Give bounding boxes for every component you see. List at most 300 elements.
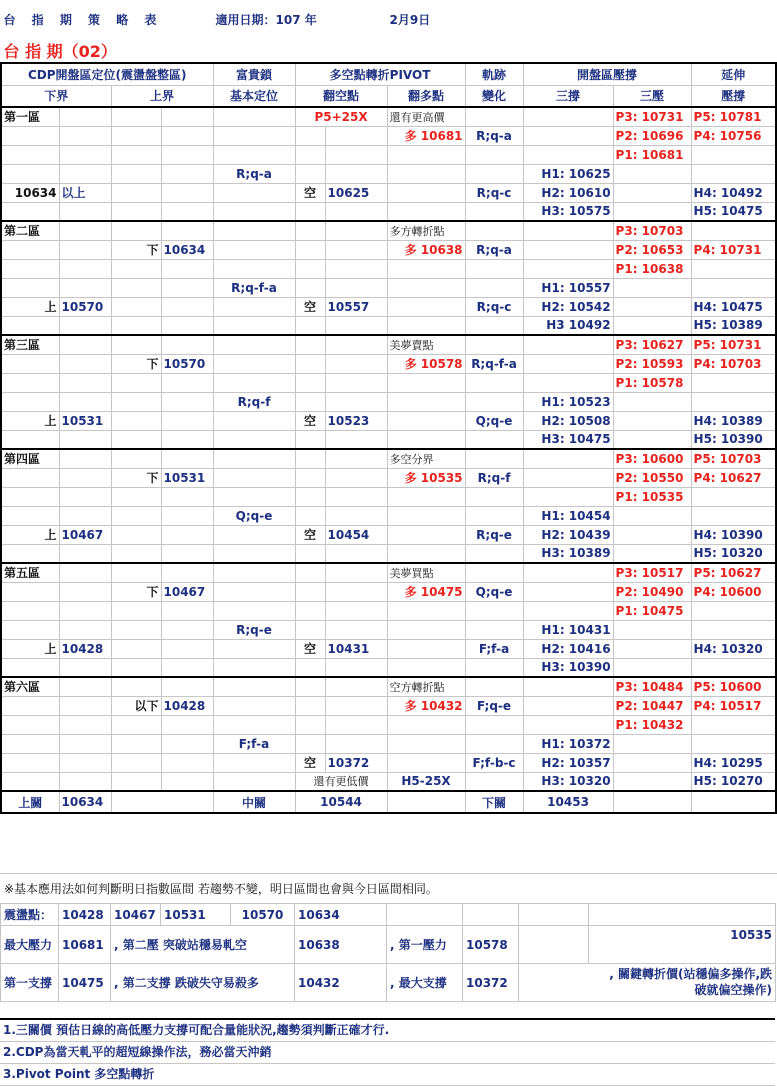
cell — [295, 449, 325, 468]
zone-extend: P4: 10703 — [691, 354, 776, 373]
zone-name: 第六區 — [1, 677, 59, 696]
cell — [387, 392, 465, 411]
cell — [295, 259, 325, 278]
cell — [295, 373, 325, 392]
zone-resist: P2: 10550 — [613, 468, 691, 487]
cell — [295, 354, 325, 373]
cell — [111, 259, 161, 278]
zone-position — [213, 240, 295, 259]
zone-row — [1, 107, 776, 126]
zone-row — [1, 449, 776, 468]
zone-support: H3: 10475 — [523, 430, 613, 449]
zone-support — [523, 107, 613, 126]
cell — [295, 468, 325, 487]
cell — [387, 411, 465, 430]
zone-support: H2: 10357 — [523, 753, 613, 772]
cell — [1, 658, 59, 677]
col-cdp: CDP開盤區定位(震盪盤整區) — [1, 63, 213, 85]
cell — [59, 677, 111, 696]
zone-track: R;q-a — [465, 240, 523, 259]
col-flip-long: 翻多點 — [387, 85, 465, 107]
zone-support: H2: 10416 — [523, 639, 613, 658]
cell — [111, 544, 161, 563]
zone-low-value: 10531 — [59, 411, 111, 430]
zone-resist: P1: 10535 — [613, 487, 691, 506]
zone-support: H1: 10523 — [523, 392, 613, 411]
cell — [111, 297, 161, 316]
zone-extend — [691, 620, 776, 639]
zone-minus-label: H5-25X — [387, 772, 465, 791]
zone-low-prefix: 上 — [1, 411, 59, 430]
cell — [59, 335, 111, 354]
second-press-value: 10638 — [295, 926, 387, 964]
zone-support — [523, 715, 613, 734]
cell — [161, 297, 213, 316]
first-press-label: , 第一壓力 — [387, 926, 463, 964]
cell — [111, 449, 161, 468]
zone-high-value — [161, 126, 213, 145]
zone-resist — [613, 316, 691, 335]
cell — [59, 658, 111, 677]
zone-low-prefix — [1, 753, 59, 772]
zone-support — [523, 677, 613, 696]
cell — [325, 335, 387, 354]
cell — [161, 202, 213, 221]
zone-support: H3: 10575 — [523, 202, 613, 221]
cell — [161, 449, 213, 468]
zone-position: F;f-a — [213, 734, 295, 753]
cell — [111, 430, 161, 449]
cell — [325, 734, 387, 753]
cell — [325, 202, 387, 221]
col-upper: 上界 — [111, 85, 213, 107]
zone-track — [465, 544, 523, 563]
cell — [1, 259, 59, 278]
cell — [325, 430, 387, 449]
cell — [387, 506, 465, 525]
zone-high-prefix: 下 — [111, 354, 161, 373]
zone-track — [465, 506, 523, 525]
max-press-value: 10681 — [59, 926, 111, 964]
zone-row — [1, 620, 776, 639]
zone-position — [213, 297, 295, 316]
zone-track: F;q-e — [465, 696, 523, 715]
zone-low-prefix: 上 — [1, 297, 59, 316]
cell — [325, 582, 387, 601]
cell — [295, 658, 325, 677]
summary-section — [0, 873, 777, 1086]
cell — [111, 373, 161, 392]
cell — [111, 145, 161, 164]
zone-support: H1: 10625 — [523, 164, 613, 183]
zone-low-value: 以上 — [59, 183, 111, 202]
zone-resist — [613, 430, 691, 449]
zone-long — [387, 696, 465, 715]
col-lock: 富貴鎖 — [213, 63, 295, 85]
cell — [111, 506, 161, 525]
cell — [111, 183, 161, 202]
cell — [295, 563, 325, 582]
zone-row — [1, 297, 776, 316]
zone-note: 美夢買點 — [387, 563, 465, 582]
cell — [161, 658, 213, 677]
cell — [325, 354, 387, 373]
zone-extend — [691, 259, 776, 278]
zone-extend — [691, 715, 776, 734]
zone-support — [523, 601, 613, 620]
cell — [295, 221, 325, 240]
zone-long-value: 10475 — [420, 585, 463, 599]
cell — [161, 373, 213, 392]
zone-extend: P5: 10731 — [691, 335, 776, 354]
cell — [387, 202, 465, 221]
zone-position — [213, 582, 295, 601]
zone-resist — [613, 392, 691, 411]
zone-extend: H5: 10390 — [691, 430, 776, 449]
cell — [161, 392, 213, 411]
cell — [295, 430, 325, 449]
footnote-3: 3.Pivot Point 多空點轉折 — [0, 1064, 775, 1086]
cell — [387, 430, 465, 449]
cell — [59, 392, 111, 411]
zone-long — [387, 126, 465, 145]
zone-track — [465, 392, 523, 411]
cell — [387, 639, 465, 658]
cell — [1, 601, 59, 620]
footnote-1: 1.三關價 預估日線的高低壓力支撐可配合量能狀況,趨勢須判斷正確才行. — [0, 1020, 775, 1042]
zone-track: Q;q-e — [465, 411, 523, 430]
cell — [59, 221, 111, 240]
zone-support: H2: 10610 — [523, 183, 613, 202]
zone-row — [1, 772, 776, 791]
zone-note: 空方轉折點 — [387, 677, 465, 696]
cell — [325, 696, 387, 715]
max-support-value: 10372 — [463, 964, 519, 1002]
cell — [325, 164, 387, 183]
zone-position — [213, 183, 295, 202]
sheet-title: 台 指 期 策 略 表 — [1, 1, 213, 39]
zone-row — [1, 753, 776, 772]
second-support-value: 10432 — [295, 964, 387, 1002]
cell — [325, 278, 387, 297]
cell — [59, 563, 111, 582]
zone-short-value: 10454 — [325, 525, 387, 544]
zone-name: 第五區 — [1, 563, 59, 582]
zone-high-value: 10531 — [161, 468, 213, 487]
zone-resist: P1: 10638 — [613, 259, 691, 278]
cell — [111, 639, 161, 658]
cell — [325, 487, 387, 506]
zone-high-prefix: 下 — [111, 582, 161, 601]
zone-high-prefix: 下 — [111, 468, 161, 487]
cell — [161, 316, 213, 335]
zone-support — [523, 354, 613, 373]
osc-3: 10531 — [161, 904, 231, 926]
zone-extend: H4: 10475 — [691, 297, 776, 316]
cell — [387, 259, 465, 278]
cell — [1, 715, 59, 734]
zone-position — [213, 259, 295, 278]
cell — [59, 506, 111, 525]
sheet-subtitle: 台 指 期（02） — [1, 39, 213, 64]
zone-low-prefix: 上 — [1, 639, 59, 658]
zone-extend — [691, 506, 776, 525]
zone-low-value: 10467 — [59, 525, 111, 544]
cell — [59, 449, 111, 468]
zone-low-value: 10570 — [59, 297, 111, 316]
cell — [1, 544, 59, 563]
cell — [161, 107, 213, 126]
zone-track: R;q-c — [465, 297, 523, 316]
cell — [59, 430, 111, 449]
zone-row — [1, 658, 776, 677]
zone-row — [1, 544, 776, 563]
cell — [111, 487, 161, 506]
zone-extend — [691, 487, 776, 506]
col-open-sr: 開盤區壓撐 — [523, 63, 691, 85]
cell — [325, 126, 387, 145]
cell — [387, 525, 465, 544]
mid-gate-label: 中關 — [213, 791, 295, 813]
zone-position: R;q-f-a — [213, 278, 295, 297]
zone-track: F;f-a — [465, 639, 523, 658]
zone-row — [1, 582, 776, 601]
cell — [295, 164, 325, 183]
zone-high-prefix: 以下 — [111, 696, 161, 715]
cell — [111, 563, 161, 582]
zone-extend: P4: 10756 — [691, 126, 776, 145]
cell — [1, 373, 59, 392]
zone-low-value — [59, 753, 111, 772]
cell — [111, 753, 161, 772]
zone-position — [213, 563, 295, 582]
zone-extend — [691, 164, 776, 183]
cell — [295, 696, 325, 715]
cell — [1, 582, 59, 601]
cell — [387, 715, 465, 734]
cell — [295, 506, 325, 525]
zone-extend: H4: 10492 — [691, 183, 776, 202]
cell — [325, 145, 387, 164]
cell — [59, 354, 111, 373]
zone-row — [1, 487, 776, 506]
cell — [295, 582, 325, 601]
zone-row — [1, 392, 776, 411]
zone-resist — [613, 734, 691, 753]
cell — [161, 620, 213, 639]
zone-row — [1, 126, 776, 145]
zone-track — [465, 620, 523, 639]
zone-high-value: 10467 — [161, 582, 213, 601]
zone-resist — [613, 620, 691, 639]
lower-gate-label: 下關 — [465, 791, 523, 813]
cell — [325, 373, 387, 392]
zone-name: 第三區 — [1, 335, 59, 354]
upper-gate-value: 10634 — [59, 791, 111, 813]
cell — [111, 392, 161, 411]
zone-track — [465, 658, 523, 677]
cell — [325, 506, 387, 525]
zone-resist — [613, 772, 691, 791]
zone-row — [1, 734, 776, 753]
zone-resist — [613, 753, 691, 772]
cell — [111, 525, 161, 544]
zone-track — [465, 107, 523, 126]
cell — [387, 601, 465, 620]
cell — [325, 563, 387, 582]
cell — [1, 696, 59, 715]
cell — [325, 658, 387, 677]
cell — [1, 240, 59, 259]
zone-track — [465, 449, 523, 468]
zone-position — [213, 221, 295, 240]
zone-extend: H4: 10295 — [691, 753, 776, 772]
zone-position — [213, 772, 295, 791]
zone-resist — [613, 202, 691, 221]
cell — [59, 278, 111, 297]
zone-note: 還有更高價 — [387, 107, 465, 126]
cell — [387, 487, 465, 506]
zone-row — [1, 145, 776, 164]
zone-resist: P2: 10447 — [613, 696, 691, 715]
cell — [1, 354, 59, 373]
second-press-label: , 第二壓 突破站穩易軋空 — [111, 926, 295, 964]
zone-resist: P3: 10703 — [613, 221, 691, 240]
basic-note: ※基本應用法如何判斷明日指數區間 若趨勢不變，明日區間也會與今日區間相同。 — [0, 873, 777, 903]
cell — [161, 164, 213, 183]
cell — [387, 373, 465, 392]
zone-note: 多方轉折點 — [387, 221, 465, 240]
cell — [161, 278, 213, 297]
cell — [161, 183, 213, 202]
cell — [161, 221, 213, 240]
cell — [387, 145, 465, 164]
cell — [59, 107, 111, 126]
zone-support: H1: 10372 — [523, 734, 613, 753]
zone-support: H1: 10557 — [523, 278, 613, 297]
zone-resist — [613, 658, 691, 677]
zone-support — [523, 145, 613, 164]
zone-track — [465, 373, 523, 392]
zone-resist: P1: 10475 — [613, 601, 691, 620]
zone-plus-label: P5+25X — [295, 107, 387, 126]
cell — [325, 601, 387, 620]
zone-high-value: 10428 — [161, 696, 213, 715]
cell — [295, 715, 325, 734]
zone-position — [213, 449, 295, 468]
cell — [1, 468, 59, 487]
zone-extend: H4: 10390 — [691, 525, 776, 544]
cell — [387, 544, 465, 563]
zone-high-prefix — [111, 126, 161, 145]
zone-extend: H4: 10389 — [691, 411, 776, 430]
zone-support: H2: 10439 — [523, 525, 613, 544]
cell — [1, 145, 59, 164]
zone-extend: P5: 10781 — [691, 107, 776, 126]
zone-extend — [691, 658, 776, 677]
cell — [295, 145, 325, 164]
zone-note: 美夢賣點 — [387, 335, 465, 354]
cell — [111, 335, 161, 354]
cell — [161, 544, 213, 563]
zone-position — [213, 468, 295, 487]
cell — [111, 772, 161, 791]
zone-row — [1, 316, 776, 335]
zone-track — [465, 278, 523, 297]
zone-support: H1: 10454 — [523, 506, 613, 525]
zone-row — [1, 696, 776, 715]
zone-track: R;q-f-a — [465, 354, 523, 373]
cell — [59, 259, 111, 278]
zone-row — [1, 525, 776, 544]
zone-low-value: 10428 — [59, 639, 111, 658]
zone-position: Q;q-e — [213, 506, 295, 525]
zone-support — [523, 582, 613, 601]
zone-position — [213, 354, 295, 373]
zone-row — [1, 202, 776, 221]
zone-support: H2: 10508 — [523, 411, 613, 430]
cell — [161, 506, 213, 525]
cell — [325, 677, 387, 696]
osc-4: 10570 — [231, 904, 295, 926]
col-change: 變化 — [465, 85, 523, 107]
cell — [59, 772, 111, 791]
zone-name: 第四區 — [1, 449, 59, 468]
zone-extend — [691, 278, 776, 297]
cell — [325, 392, 387, 411]
zone-long-mark: 多 — [404, 243, 417, 257]
osc-2: 10467 — [111, 904, 161, 926]
zone-support: H3: 10389 — [523, 544, 613, 563]
cell — [325, 259, 387, 278]
cell — [161, 734, 213, 753]
zone-resist: P1: 10432 — [613, 715, 691, 734]
cell — [1, 202, 59, 221]
zone-position — [213, 430, 295, 449]
zone-note: 多空分界 — [387, 449, 465, 468]
cell — [111, 202, 161, 221]
cell — [161, 525, 213, 544]
zone-track — [465, 221, 523, 240]
cell — [111, 734, 161, 753]
cell — [59, 734, 111, 753]
cell — [295, 620, 325, 639]
cell — [59, 126, 111, 145]
cell — [295, 278, 325, 297]
upper-gate-label: 上關 — [1, 791, 59, 813]
zone-support — [523, 563, 613, 582]
summary-table — [0, 903, 776, 1002]
zone-support — [523, 373, 613, 392]
cell — [1, 772, 59, 791]
cell — [59, 620, 111, 639]
cell — [1, 164, 59, 183]
zone-resist: P1: 10681 — [613, 145, 691, 164]
cell — [325, 449, 387, 468]
zone-short-value: 10372 — [325, 753, 387, 772]
zone-short-mark: 空 — [295, 753, 325, 772]
key-label-line-1: , 關鍵轉折價(站穩偏多操作,跌 — [609, 967, 772, 981]
zone-position — [213, 411, 295, 430]
cell — [111, 715, 161, 734]
zone-long-value: 10681 — [420, 129, 463, 143]
cell — [295, 202, 325, 221]
cell — [387, 164, 465, 183]
zone-resist — [613, 639, 691, 658]
zone-resist — [613, 183, 691, 202]
zone-short-note: 還有更低價 — [295, 772, 387, 791]
zone-extend — [691, 145, 776, 164]
